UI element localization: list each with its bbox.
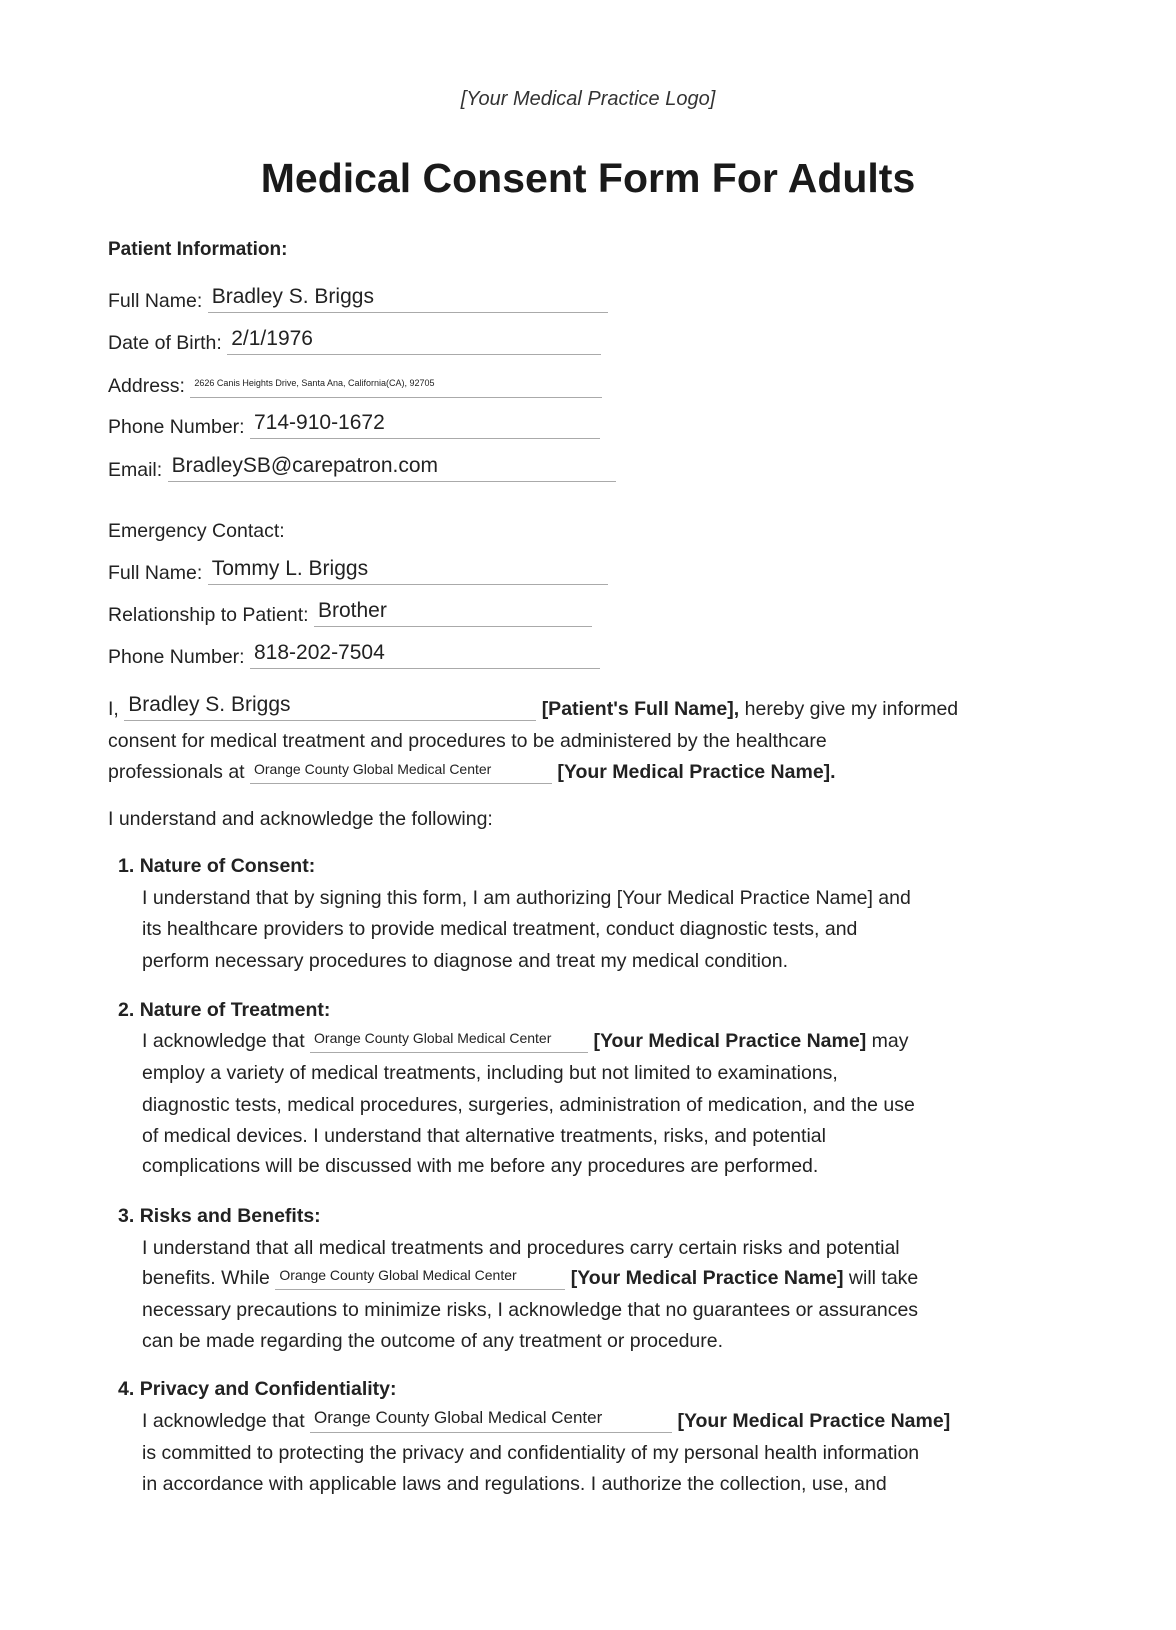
- placeholder: [Your Medical Practice Name].: [557, 761, 836, 783]
- item-2-line: complications will be discussed with me before any procedures are performed.: [142, 1155, 819, 1177]
- text: hereby give my informed: [744, 698, 959, 720]
- value: BradleySB@carepatron.com: [171, 454, 439, 477]
- acknowledge-text: I understand and acknowledge the following:: [108, 808, 493, 830]
- item-3-line-second: benefits. While $^{Orange County Global Medical Center}$ [Your Medical Practice Name] will take: [142, 1267, 919, 1289]
- relationship-field[interactable]: [314, 599, 592, 627]
- email-row: [108, 454, 616, 482]
- item-1-line: perform necessary procedures to diagnose and treat my medical condition.: [142, 950, 789, 972]
- item-1-title: 1. Nature of Consent:: [118, 855, 316, 877]
- item-3-line: necessary precautions to minimize risks, I acknowledge that no guarantees or assurances: [142, 1299, 919, 1321]
- emergency-phone-field[interactable]: [250, 641, 600, 669]
- patient-full-name-field[interactable]: [208, 285, 608, 313]
- value: Bradley S. Briggs: [211, 285, 374, 308]
- item-2-line-first: I acknowledge that $^{Orange County Global Medical Center}$ [Your Medical Practice Name] may: [142, 1030, 909, 1052]
- patient-full-name-row: [108, 285, 608, 313]
- consent-name-field[interactable]: [124, 693, 536, 721]
- label: Email:: [108, 459, 163, 481]
- item-4-line-first: I acknowledge that Orange County Global Medical Center [Your Medical Practice Name]: [142, 1408, 951, 1432]
- value: Bradley S. Briggs: [128, 693, 291, 716]
- placeholder: [Patient's Full Name],: [541, 698, 740, 720]
- item-2-title: 2. Nature of Treatment:: [118, 999, 331, 1021]
- consent-line-3: [108, 761, 836, 784]
- item-3-line: can be made regarding the outcome of any treatment or procedure.: [142, 1330, 724, 1352]
- dob-field[interactable]: [227, 327, 601, 355]
- phone-row: [108, 411, 600, 439]
- item-3-line: I understand that all medical treatments and procedures carry certain risks and potential: [142, 1237, 900, 1259]
- label: Date of Birth:: [108, 332, 222, 354]
- item-1-line: I understand that by signing this form, I am authorizing [Your Medical Practice Name] and: [142, 887, 911, 909]
- item-3-title: 3. Risks and Benefits:: [118, 1205, 321, 1227]
- relationship-row: [108, 599, 592, 627]
- item-2-line: of medical devices. I understand that alternative treatments, risks, and potential: [142, 1125, 826, 1147]
- item-4-title: 4. Privacy and Confidentiality:: [118, 1378, 397, 1400]
- label: Full Name:: [108, 290, 203, 312]
- email-field[interactable]: [168, 454, 616, 482]
- item-2-line: employ a variety of medical treatments, including but not limited to examinations,: [142, 1062, 838, 1084]
- address-field[interactable]: [190, 377, 602, 398]
- consent-practice-field[interactable]: [250, 763, 552, 784]
- emergency-heading: Emergency Contact:: [108, 520, 285, 542]
- label: Relationship to Patient:: [108, 604, 309, 626]
- value: Brother: [317, 599, 387, 622]
- value: 2/1/1976: [231, 327, 313, 350]
- item-4-practice-field[interactable]: Orange County Global Medical Center: [310, 1412, 672, 1433]
- consent-line-1: [108, 693, 959, 721]
- item-1-line: its healthcare providers to provide medical treatment, conduct diagnostic tests, and: [142, 918, 858, 940]
- item-3-practice-field[interactable]: Orange County Global Medical Center: [275, 1269, 565, 1290]
- patient-info-heading: Patient Information:: [108, 239, 288, 260]
- page-title: Medical Consent Form For Adults: [260, 155, 916, 201]
- text: I,: [108, 698, 119, 720]
- dob-row: [108, 327, 601, 355]
- value: 818-202-7504: [254, 641, 385, 664]
- emergency-phone-row: [108, 641, 600, 669]
- value: 714-910-1672: [254, 411, 385, 434]
- emergency-name-row: [108, 557, 608, 585]
- item-4-line: is committed to protecting the privacy and confidentiality of my personal health information: [142, 1442, 920, 1464]
- label: Address:: [108, 375, 185, 397]
- value: Orange County Global Medical Center: [254, 761, 492, 777]
- value: 2626 Canis Heights Drive, Santa Ana, California(CA), 92705: [194, 378, 435, 388]
- label: Phone Number:: [108, 646, 245, 668]
- item-2-line: diagnostic tests, medical procedures, surgeries, administration of medication, and the use: [142, 1094, 915, 1116]
- label: Full Name:: [108, 562, 203, 584]
- label: Phone Number:: [108, 416, 245, 438]
- value: Tommy L. Briggs: [211, 557, 369, 580]
- address-row: [108, 375, 602, 398]
- consent-line-2: consent for medical treatment and procedures to be administered by the healthcare: [108, 730, 827, 752]
- emergency-name-field[interactable]: [208, 557, 608, 585]
- text: professionals at: [108, 761, 245, 783]
- item-2-practice-field[interactable]: Orange County Global Medical Center: [310, 1032, 588, 1053]
- item-4-line: in accordance with applicable laws and regulations. I authorize the collection, use, and: [142, 1473, 887, 1495]
- phone-field[interactable]: [250, 411, 600, 439]
- logo-placeholder: [Your Medical Practice Logo]: [460, 88, 716, 110]
